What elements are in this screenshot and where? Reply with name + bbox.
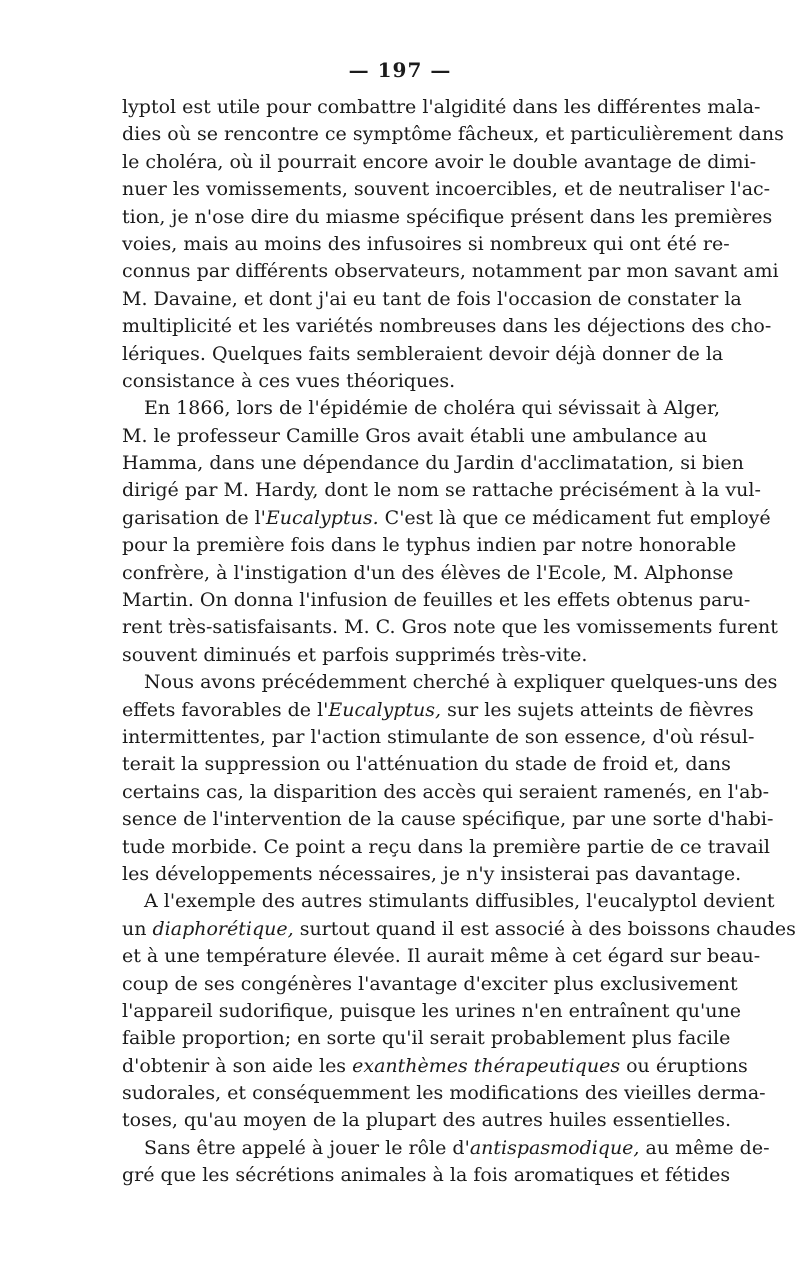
text-line: lyptol est utile pour combattre l'algidité dans les différentes mala- (122, 96, 761, 118)
text-line: confrère, à l'instigation d'un des élèves de l'Ecole, M. Alphonse (122, 561, 734, 584)
text-segment: ou éruptions (620, 1054, 748, 1077)
text-line (122, 697, 754, 724)
text-line: Martin. On donna l'infusion de feuilles et les effets obtenus paru- (122, 589, 751, 612)
text-line: l'appareil sudorifique, puisque les urines n'en entraînent qu'une (122, 999, 741, 1022)
text-line: sudorales, et conséquemment les modifications des vieilles derma- (122, 1082, 766, 1105)
text-line: tion, je n'ose dire du miasme spécifique présent dans les premières (122, 205, 773, 228)
text-line: M. le professeur Camille Gros avait établi une ambulance au (122, 424, 708, 447)
text-line: terait la suppression ou l'atténuation du stade de froid et, dans (122, 753, 731, 776)
text-segment: garisation de l' (122, 506, 266, 529)
text-line (122, 505, 771, 532)
text-line: pour la première fois dans le typhus indien par notre honorable (122, 534, 737, 557)
text-line: rent très-satisfaisants. M. C. Gros note que les vomissements furent (122, 616, 778, 639)
text-line: Hamma, dans une dépendance du Jardin d'acclimatation, si bien (122, 452, 744, 475)
page-number: — 197 — (348, 58, 452, 82)
italic-term: Eucalyptus, (328, 698, 442, 721)
text-line: nuer les vomissements, souvent incoercibles, et de neutraliser l'ac- (122, 178, 771, 201)
text-line: multiplicité et les variétés nombreuses dans les déjections des cho- (122, 315, 772, 338)
italic-term: diaphorétique, (152, 917, 294, 940)
text-segment: C'est là que ce médicament fut employé (378, 506, 771, 529)
italic-term: antispasmodique, (469, 1136, 640, 1159)
text-line: le choléra, où il pourrait encore avoir le double avantage de dimi- (122, 150, 757, 173)
text-line: intermittentes, par l'action stimulante de son essence, d'où résul- (122, 725, 755, 748)
text-line: Nous avons précédemment cherché à expliquer quelques-uns des (144, 671, 778, 694)
text-line: voies, mais au moins des infusoires si nombreux qui ont été re- (122, 232, 730, 255)
text-line: et à une température élevée. Il aurait même à cet égard sur beau- (122, 945, 761, 968)
text-line (122, 916, 796, 943)
text-line: connus par différents observateurs, notamment par mon savant ami (122, 260, 779, 283)
text-line: les développements nécessaires, je n'y insisterai pas davantage. (122, 862, 742, 885)
text-line (122, 1135, 770, 1162)
text-segment: surtout quand il est associé à des boissons chaudes (293, 917, 796, 940)
text-line: M. Davaine, et dont j'ai eu tant de fois l'occasion de constater la (122, 287, 742, 310)
text-segment: effets favorables de l' (122, 698, 329, 721)
text-line: coup de ses congénères l'avantage d'exciter plus exclusivement (122, 972, 738, 995)
text-line: lériques. Quelques faits sembleraient devoir déjà donner de la (122, 342, 724, 365)
text-line: faible proportion; en sorte qu'il serait probablement plus facile (122, 1027, 731, 1050)
italic-term: Eucalyptus. (265, 506, 379, 529)
text-line: souvent diminués et parfois supprimés très-vite. (122, 643, 588, 666)
text-line: dirigé par M. Hardy, dont le nom se rattache précisément à la vul- (122, 479, 761, 502)
text-line: tude morbide. Ce point a reçu dans la première partie de ce travail (122, 835, 770, 858)
text-segment: sur les sujets atteints de fièvres (441, 698, 754, 721)
text-line: En 1866, lors de l'épidémie de choléra qui sévissait à Alger, (144, 397, 721, 420)
text-segment: Sans être appelé à jouer le rôle d' (144, 1136, 470, 1159)
text-line: sence de l'intervention de la cause spécifique, par une sorte d'habi- (122, 808, 774, 831)
text-line: gré que les sécrétions animales à la fois aromatiques et fétides (122, 1164, 731, 1187)
text-line (122, 1053, 748, 1080)
text-line: toses, qu'au moyen de la plupart des autres huiles essentielles. (122, 1109, 731, 1132)
text-segment: d'obtenir à son aide les (122, 1054, 353, 1077)
text-line: dies où se rencontre ce symptôme fâcheux, et particulièrement dans (122, 123, 784, 146)
body-text (122, 94, 796, 1190)
text-line: consistance à ces vues théoriques. (122, 369, 456, 392)
text-line: certains cas, la disparition des accès qui seraient ramenés, en l'ab- (122, 780, 770, 803)
text-line: A l'exemple des autres stimulants diffusibles, l'eucalyptol devient (144, 890, 775, 913)
text-segment: au même de- (639, 1136, 770, 1159)
page (122, 58, 796, 1190)
italic-term: exanthèmes thérapeutiques (352, 1054, 621, 1077)
text-segment: un (122, 917, 153, 940)
